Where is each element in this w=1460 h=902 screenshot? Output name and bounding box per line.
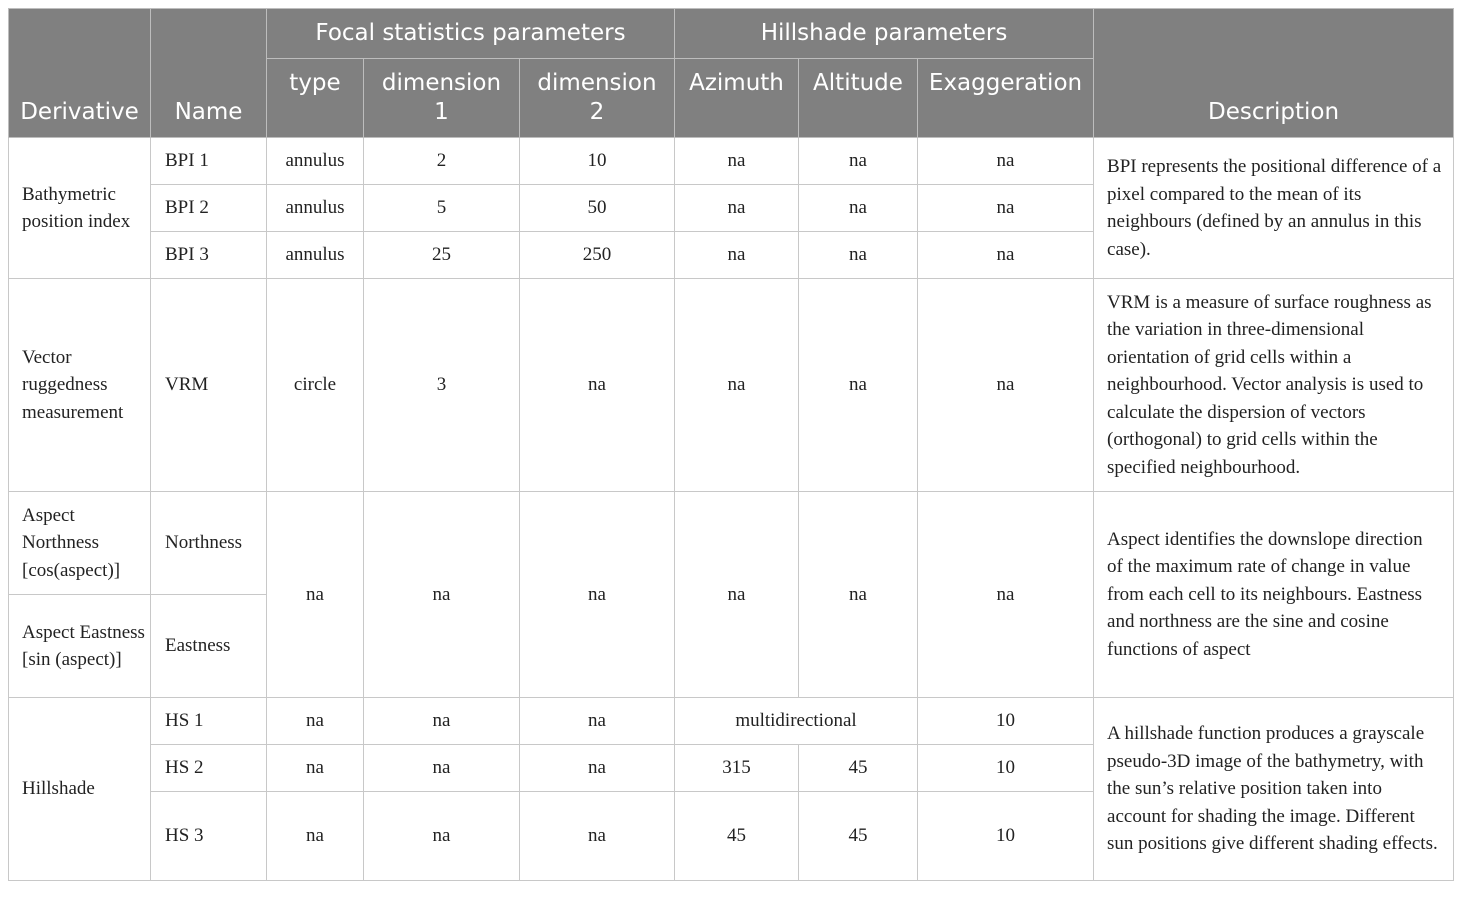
dimension-1-cell: na: [364, 745, 520, 792]
azimuth-altitude-cell: multidirectional: [675, 698, 918, 745]
name-cell: BPI 2: [151, 185, 267, 232]
derivative-aspect-eastness: Aspect Eastness [sin (aspect)]: [9, 595, 151, 698]
header-description: Description: [1094, 9, 1454, 138]
dimension-2-cell: na: [520, 492, 675, 698]
dimension-2-cell: na: [520, 698, 675, 745]
azimuth-cell: na: [675, 492, 799, 698]
name-cell: Northness: [151, 492, 267, 595]
type-cell: na: [267, 745, 364, 792]
dimension-1-cell: 3: [364, 279, 520, 492]
altitude-cell: 45: [799, 745, 918, 792]
type-cell: na: [267, 698, 364, 745]
azimuth-cell: 45: [675, 792, 799, 881]
type-cell: annulus: [267, 185, 364, 232]
azimuth-cell: 315: [675, 745, 799, 792]
name-cell: Eastness: [151, 595, 267, 698]
table-row-hs-1: [9, 698, 1454, 745]
dimension-2-cell: 250: [520, 232, 675, 279]
header-hillshade-parameters: Hillshade parameters: [675, 9, 1094, 59]
name-cell: HS 3: [151, 792, 267, 881]
exaggeration-cell: 10: [918, 792, 1094, 881]
description-aspect: Aspect identifies the downslope direction of the maximum rate of change in value from each cell to its neighbours. Eastness and northness are the sine and cosine functions of aspect: [1094, 492, 1454, 698]
header-altitude: Altitude: [799, 59, 918, 138]
dimension-1-cell: 25: [364, 232, 520, 279]
table-header: [9, 9, 1454, 138]
dimension-1-cell: na: [364, 698, 520, 745]
derivatives-table: [8, 8, 1454, 881]
dimension-1-cell: na: [364, 492, 520, 698]
header-derivative: Derivative: [9, 9, 151, 138]
altitude-cell: na: [799, 185, 918, 232]
table-body: [9, 138, 1454, 881]
description-hillshade: A hillshade function produces a grayscale pseudo-3D image of the bathymetry, with the sun’s relative position taken into account for shading the image. Different sun positions give different shading effects.: [1094, 698, 1454, 881]
dimension-1-cell: 5: [364, 185, 520, 232]
altitude-cell: na: [799, 279, 918, 492]
derivative-aspect-northness: Aspect Northness [cos(aspect)]: [9, 492, 151, 595]
exaggeration-cell: na: [918, 492, 1094, 698]
exaggeration-cell: na: [918, 185, 1094, 232]
name-cell: HS 1: [151, 698, 267, 745]
name-cell: BPI 1: [151, 138, 267, 185]
type-cell: na: [267, 492, 364, 698]
type-cell: na: [267, 792, 364, 881]
description-bpi: BPI represents the positional difference of a pixel compared to the mean of its neighbours (defined by an annulus in this case).: [1094, 138, 1454, 279]
altitude-cell: na: [799, 138, 918, 185]
derivative-hillshade: Hillshade: [9, 698, 151, 881]
dimension-2-cell: na: [520, 745, 675, 792]
dimension-2-cell: 10: [520, 138, 675, 185]
exaggeration-cell: 10: [918, 745, 1094, 792]
parameters-table-container: [8, 8, 1453, 881]
header-name: Name: [151, 9, 267, 138]
dimension-2-cell: na: [520, 279, 675, 492]
header-focal-statistics: Focal statistics parameters: [267, 9, 675, 59]
derivative-bpi: Bathymetric position index: [9, 138, 151, 279]
description-vrm: VRM is a measure of surface roughness as the variation in three-dimensional orientation of grid cells within a neighbourhood. Vector analysis is used to calculate the dispersion of vectors (orthogonal) to grid cells within the specified neighbourhood.: [1094, 279, 1454, 492]
table-row-vrm: [9, 279, 1454, 492]
altitude-cell: na: [799, 492, 918, 698]
exaggeration-cell: 10: [918, 698, 1094, 745]
name-cell: HS 2: [151, 745, 267, 792]
altitude-cell: na: [799, 232, 918, 279]
exaggeration-cell: na: [918, 279, 1094, 492]
name-cell: VRM: [151, 279, 267, 492]
name-cell: BPI 3: [151, 232, 267, 279]
header-dimension-2: dimension 2: [520, 59, 675, 138]
derivative-vrm: Vector ruggedness measurement: [9, 279, 151, 492]
type-cell: annulus: [267, 232, 364, 279]
type-cell: circle: [267, 279, 364, 492]
azimuth-cell: na: [675, 138, 799, 185]
header-azimuth: Azimuth: [675, 59, 799, 138]
table-row-northness: [9, 492, 1454, 595]
type-cell: annulus: [267, 138, 364, 185]
dimension-1-cell: na: [364, 792, 520, 881]
table-row-bpi-1: [9, 138, 1454, 185]
header-type: type: [267, 59, 364, 138]
header-exaggeration: Exaggeration: [918, 59, 1094, 138]
dimension-2-cell: na: [520, 792, 675, 881]
azimuth-cell: na: [675, 279, 799, 492]
azimuth-cell: na: [675, 185, 799, 232]
exaggeration-cell: na: [918, 232, 1094, 279]
azimuth-cell: na: [675, 232, 799, 279]
dimension-2-cell: 50: [520, 185, 675, 232]
dimension-1-cell: 2: [364, 138, 520, 185]
altitude-cell: 45: [799, 792, 918, 881]
exaggeration-cell: na: [918, 138, 1094, 185]
header-dimension-1: dimension 1: [364, 59, 520, 138]
